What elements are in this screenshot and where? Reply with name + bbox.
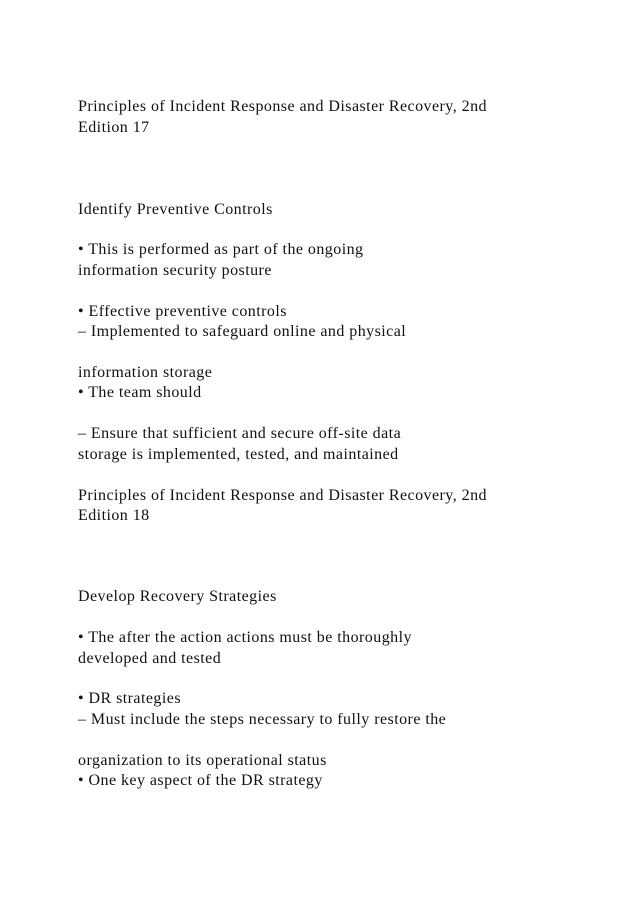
bullet-line: • The team should bbox=[78, 384, 202, 401]
sub-bullet-line: – Must include the steps necessary to fully restore the bbox=[78, 711, 447, 728]
bullet-line: • The after the action actions must be thoroughly bbox=[78, 629, 412, 646]
sub-bullet-continuation: information storage bbox=[78, 364, 213, 381]
footer-edition-line: Edition 18 bbox=[78, 507, 150, 524]
footer-title-line: Principles of Incident Response and Disaster Recovery, 2nd bbox=[78, 487, 487, 504]
bullet-continuation: information security posture bbox=[78, 262, 272, 279]
slide-heading: Identify Preventive Controls bbox=[78, 201, 273, 218]
bullet-line: • DR strategies bbox=[78, 690, 181, 707]
sub-bullet-line: – Implemented to safeguard online and physical bbox=[78, 323, 407, 340]
sub-bullet-continuation: organization to its operational status bbox=[78, 752, 327, 769]
bullet-line: • One key aspect of the DR strategy bbox=[78, 772, 323, 789]
bullet-continuation: developed and tested bbox=[78, 650, 222, 667]
slide-heading: Develop Recovery Strategies bbox=[78, 588, 277, 605]
sub-bullet-continuation: storage is implemented, tested, and maintained bbox=[78, 446, 399, 463]
footer-title-line: Principles of Incident Response and Disaster Recovery, 2nd bbox=[78, 98, 487, 115]
sub-bullet-line: – Ensure that sufficient and secure off-site data bbox=[78, 425, 402, 442]
bullet-line: • Effective preventive controls bbox=[78, 303, 287, 320]
footer-edition-line: Edition 17 bbox=[78, 119, 150, 136]
bullet-line: • This is performed as part of the ongoing bbox=[78, 241, 364, 258]
